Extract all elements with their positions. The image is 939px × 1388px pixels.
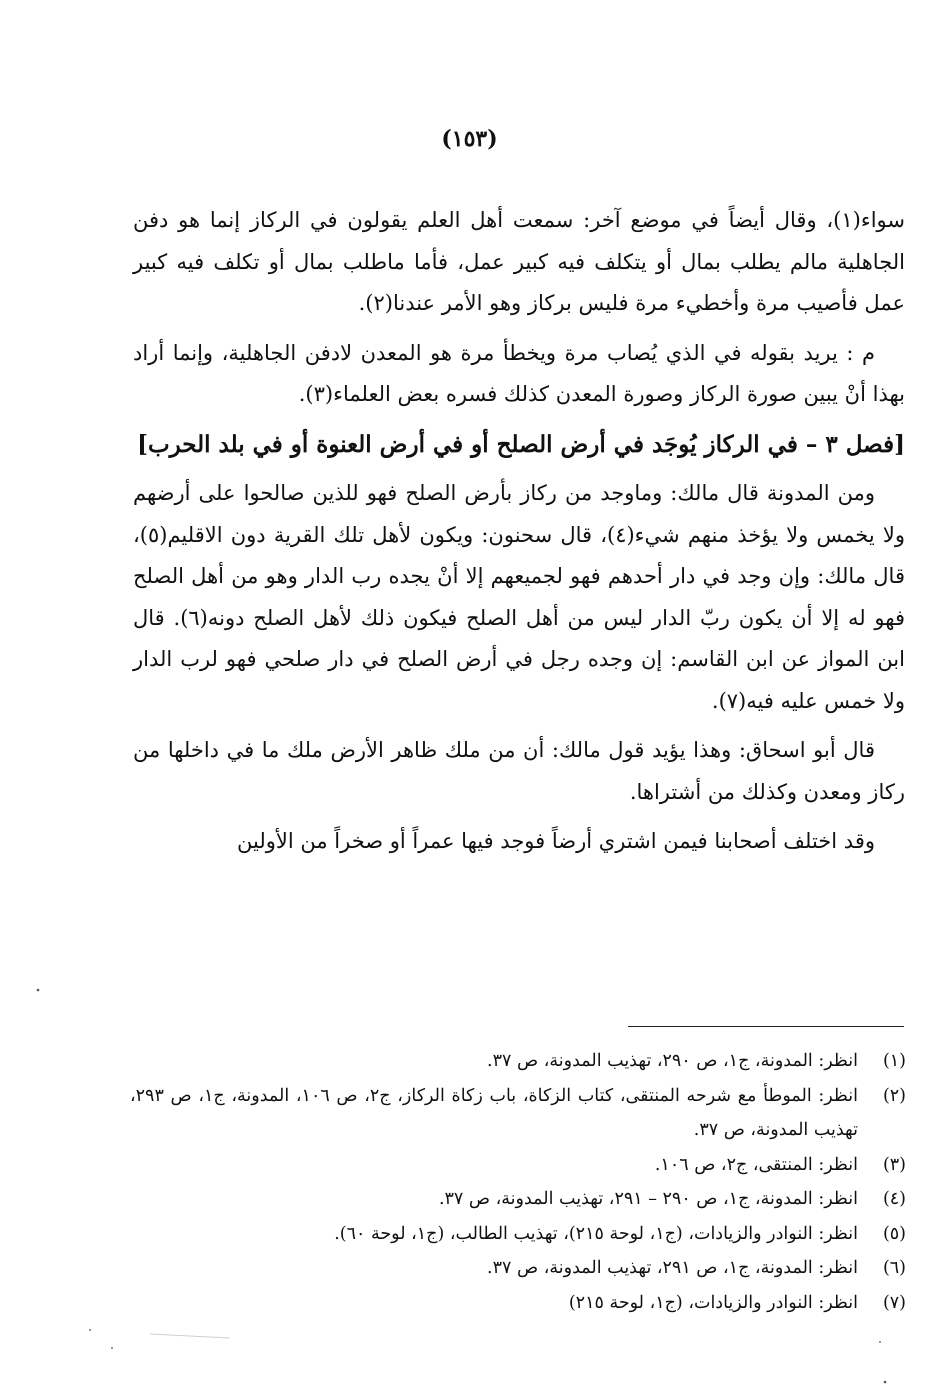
scan-speck xyxy=(111,1347,113,1349)
footnote xyxy=(130,1148,906,1183)
footnote-text: انظر: الموطأ مع شرحه المنتقى، كتاب الزكاة، باب زكاة الركاز، ج٢، ص ١٠٦، المدونة، ج١، ص ٢٩٣، تهذيب المدونة، ص ٣٧. xyxy=(130,1085,858,1140)
footnote-number: (٥) xyxy=(882,1223,906,1244)
paragraph: قال أبو اسحاق: وهذا يؤيد قول مالك: أن من ملك ظاهر الأرض ملك ما في داخلها من ركاز ومعدن وكذلك من أشتراها. xyxy=(133,738,905,804)
footnote xyxy=(130,1079,906,1148)
footnotes xyxy=(130,1044,906,1320)
chapter-heading: [فصل ٣ – في الركاز يُوجَد في أرض الصلح أو في أرض العنوة أو في بلد الحرب] xyxy=(137,430,905,458)
footnote-text: انظر: النوادر والزيادات، (ج١، لوحة ٢١٥) xyxy=(568,1292,858,1313)
footnote xyxy=(130,1182,906,1217)
paragraph: وقد اختلف أصحابنا فيمن اشتري أرضاً فوجد فيها عمراً أو صخراً من الأولين xyxy=(237,829,875,853)
footnote xyxy=(130,1286,906,1321)
scan-streak xyxy=(150,1334,230,1338)
footnote-text: انظر: المدونة، ج١، ص ٢٩٠، تهذيب المدونة، ص ٣٧. xyxy=(487,1051,858,1071)
scan-speck xyxy=(89,1329,91,1331)
footnote-text: انظر: المدونة، ج١، ص ٢٩٠ – ٢٩١، تهذيب المدونة، ص ٣٧. xyxy=(438,1189,858,1209)
footnote-number: (٣) xyxy=(882,1154,906,1175)
footnote xyxy=(130,1217,906,1252)
footnote-text: انظر: المنتقى، ج٢، ص ١٠٦. xyxy=(654,1154,858,1175)
footnote-number: (١) xyxy=(882,1051,906,1071)
footnote xyxy=(130,1044,906,1079)
scan-speck xyxy=(879,1341,881,1343)
main-text xyxy=(133,200,905,871)
footnote-text: انظر: المدونة، ج١، ص ٢٩١، تهذيب المدونة، ص ٣٧. xyxy=(487,1258,858,1278)
footnote xyxy=(130,1251,906,1286)
paragraph: ومن المدونة قال مالك: وماوجد من ركاز بأرض الصلح فهو للذين صالحوا على أرضهم ولا يخمس ولا يؤخذ منهم شيء(٤)، قال سحنون: ويكون لأهل تلك القرية دون الاقليم(٥)، قال مالك: وإن وجد في دار أحدهم فهو لجميعهم إلا أنْ يجده رب الدار وهو من أهل الصلح فهو له إلا أن يكون ربّ الدار ليس من أهل الصلح فيكون ذلك لأهل الصلح دونه(٦). قال ابن المواز عن ابن القاسم: إن وجده رجل في أرض الصلح في دار صلحي فهو لرب الدار ولا خمس عليه فيه(٧). xyxy=(133,481,905,713)
scan-speck xyxy=(37,989,40,992)
scan-speck xyxy=(884,1381,887,1384)
footnote-number: (٤) xyxy=(882,1189,906,1209)
page-number: (١٥٣) xyxy=(441,126,498,152)
footnote-number: (٦) xyxy=(882,1258,906,1278)
footnote-number: (٢) xyxy=(882,1085,906,1106)
footnote-divider xyxy=(628,1026,904,1027)
footnote-number: (٧) xyxy=(882,1292,906,1313)
paragraph: سواء(١)، وقال أيضاً في موضع آخر: سمعت أهل العلم يقولون في الركاز إنما هو دفن الجاهلية مالم يطلب بمال أو يتكلف فيه كبير عمل، فأما ماطلب بمال أو تكلف فيه كبير عمل فأصيب مرة وأخطيء مرة فليس بركاز وهو الأمر عندنا(٢). xyxy=(133,208,905,315)
footnote-text: انظر: النوادر والزيادات، (ج١، لوحة ٢١٥)، تهذيب الطالب، (ج١، لوحة ٦٠). xyxy=(334,1223,858,1244)
paragraph: م : يريد بقوله في الذي يُصاب مرة ويخطأ مرة هو المعدن لادفن الجاهلية، وإنما أراد بهذا أنْ يبين صورة الركاز وصورة المعدن كذلك فسره بعض العلماء(٣). xyxy=(133,340,905,406)
